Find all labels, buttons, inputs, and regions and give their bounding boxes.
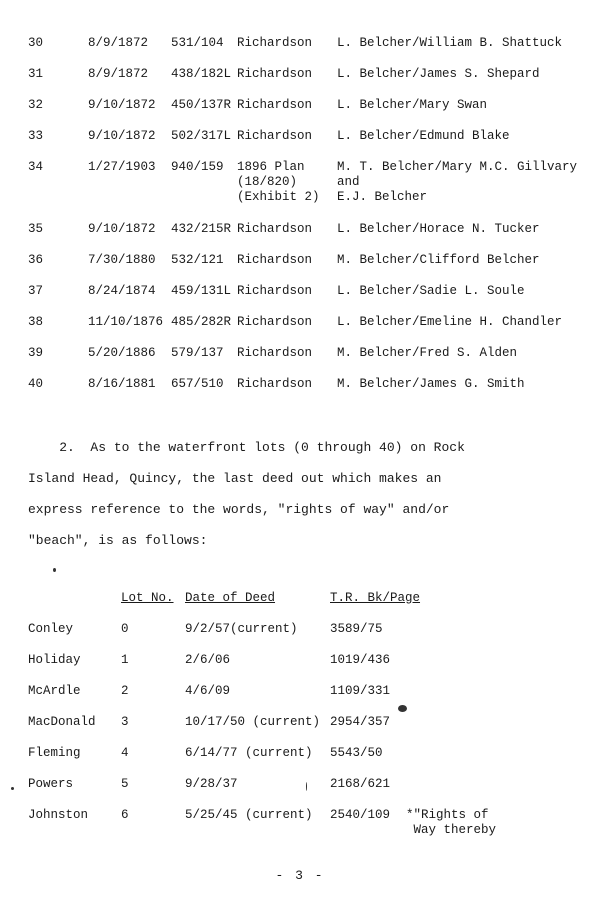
deed-date: 9/28/37 bbox=[185, 777, 238, 791]
plan-cell bbox=[237, 315, 312, 330]
header-book-page: T.R. Bk/Page bbox=[330, 591, 421, 605]
plan-line: (Exhibit 2) bbox=[237, 190, 320, 204]
book-page-ref: 579/137 bbox=[171, 346, 224, 360]
owner-name: MacDonald bbox=[28, 715, 96, 729]
deed-date: 5/20/1886 bbox=[88, 346, 156, 360]
paragraph-line: Island Head, Quincy, the last deed out which makes an bbox=[28, 471, 442, 486]
book-page-ref: 531/104 bbox=[171, 36, 224, 50]
deed-row bbox=[0, 253, 600, 269]
lot-number: 33 bbox=[28, 129, 44, 143]
deed-date: 1/27/1903 bbox=[88, 160, 156, 174]
plan-line: Richardson bbox=[237, 315, 313, 329]
parties-line: L. Belcher/William B. Shattuck bbox=[337, 36, 563, 50]
plan-line: Richardson bbox=[237, 284, 313, 298]
book-page-ref: 657/510 bbox=[171, 377, 224, 391]
owner-name: McArdle bbox=[28, 684, 81, 698]
deed-date: 6/14/77 (current) bbox=[185, 746, 313, 760]
page-number: - 3 - bbox=[275, 868, 325, 883]
parties-line: M. Belcher/James G. Smith bbox=[337, 377, 525, 391]
lot-number: 32 bbox=[28, 98, 44, 112]
lot-row bbox=[0, 653, 600, 669]
plan-line: Richardson bbox=[237, 253, 313, 267]
deed-date: 2/6/06 bbox=[185, 653, 231, 667]
parties-line: L. Belcher/Horace N. Tucker bbox=[337, 222, 540, 236]
lot-number: 36 bbox=[28, 253, 44, 267]
deed-row bbox=[0, 284, 600, 300]
parties-line: M. T. Belcher/Mary M.C. Gillvary bbox=[337, 160, 578, 174]
deed-date: 10/17/50 (current) bbox=[185, 715, 321, 729]
paragraph-line: 2. As to the waterfront lots (0 through 40) on Rock bbox=[28, 440, 465, 455]
lot-number: 40 bbox=[28, 377, 44, 391]
parties-cell bbox=[337, 253, 540, 268]
book-page-ref: 485/282R bbox=[171, 315, 232, 329]
plan-line: 1896 Plan bbox=[237, 160, 305, 174]
plan-cell bbox=[237, 253, 312, 268]
deed-row bbox=[0, 160, 600, 204]
parties-line: L. Belcher/Edmund Blake bbox=[337, 129, 510, 143]
parties-line: M. Belcher/Clifford Belcher bbox=[337, 253, 540, 267]
parties-line: L. Belcher/James S. Shepard bbox=[337, 67, 540, 81]
plan-cell bbox=[237, 129, 312, 144]
book-page-ref: 940/159 bbox=[171, 160, 224, 174]
note-cell bbox=[406, 808, 496, 838]
deed-date: 8/9/1872 bbox=[88, 36, 149, 50]
paragraph-2 bbox=[28, 432, 588, 556]
paragraph-line: express reference to the words, "rights of way" and/or bbox=[28, 502, 450, 517]
parties-cell bbox=[337, 98, 487, 113]
plan-line: Richardson bbox=[237, 377, 313, 391]
lot-row bbox=[0, 808, 600, 837]
lot-number: 2 bbox=[121, 684, 129, 698]
book-page-ref: 438/182L bbox=[171, 67, 232, 81]
book-page: 2954/357 bbox=[330, 715, 391, 729]
plan-line: Richardson bbox=[237, 346, 313, 360]
book-page-ref: 532/121 bbox=[171, 253, 224, 267]
book-page: 1019/436 bbox=[330, 653, 391, 667]
parties-cell bbox=[337, 160, 577, 205]
deed-date: 9/10/1872 bbox=[88, 98, 156, 112]
owner-name: Holiday bbox=[28, 653, 81, 667]
parties-line: E.J. Belcher bbox=[337, 190, 428, 204]
book-page: 1109/331 bbox=[330, 684, 391, 698]
parties-cell bbox=[337, 129, 510, 144]
lot-number: 1 bbox=[121, 653, 129, 667]
plan-line: Richardson bbox=[237, 129, 313, 143]
lot-number: 38 bbox=[28, 315, 44, 329]
note-line: *"Rights of bbox=[406, 808, 489, 822]
lot-row bbox=[0, 746, 600, 762]
lot-number: 37 bbox=[28, 284, 44, 298]
lot-number: 39 bbox=[28, 346, 44, 360]
parties-cell bbox=[337, 67, 540, 82]
lot-number: 4 bbox=[121, 746, 129, 760]
book-page-ref: 459/131L bbox=[171, 284, 232, 298]
book-page: 3589/75 bbox=[330, 622, 383, 636]
lot-row bbox=[0, 777, 600, 793]
deed-row bbox=[0, 129, 600, 145]
header-lot-no: Lot No. bbox=[121, 591, 174, 605]
plan-cell bbox=[237, 346, 312, 361]
paragraph-line: "beach", is as follows: bbox=[28, 533, 208, 548]
lot-number: 3 bbox=[121, 715, 129, 729]
deed-date: 7/30/1880 bbox=[88, 253, 156, 267]
lot-number: 31 bbox=[28, 67, 44, 81]
book-page: 2540/109 bbox=[330, 808, 391, 822]
parties-line: L. Belcher/Sadie L. Soule bbox=[337, 284, 525, 298]
parties-cell bbox=[337, 377, 525, 392]
owner-name: Fleming bbox=[28, 746, 81, 760]
deed-row bbox=[0, 222, 600, 238]
lot-number: 35 bbox=[28, 222, 44, 236]
deed-row bbox=[0, 315, 600, 331]
plan-line: (18/820) bbox=[237, 175, 298, 189]
lot-number: 6 bbox=[121, 808, 129, 822]
plan-cell bbox=[237, 284, 312, 299]
book-page: 5543/50 bbox=[330, 746, 383, 760]
parties-cell bbox=[337, 346, 517, 361]
deed-date: 5/25/45 (current) bbox=[185, 808, 313, 822]
lot-row bbox=[0, 684, 600, 700]
lot-number: 5 bbox=[121, 777, 129, 791]
deed-row bbox=[0, 346, 600, 362]
scan-speck bbox=[11, 787, 14, 790]
deed-date: 9/10/1872 bbox=[88, 222, 156, 236]
plan-cell bbox=[237, 222, 312, 237]
deed-date: 8/24/1874 bbox=[88, 284, 156, 298]
deed-date: 9/2/57(current) bbox=[185, 622, 298, 636]
book-page-ref: 502/317L bbox=[171, 129, 232, 143]
parties-line: and bbox=[337, 175, 360, 189]
deed-date: 11/10/1876 bbox=[88, 315, 164, 329]
note-line: Way thereby bbox=[406, 823, 497, 837]
scan-speck bbox=[53, 568, 56, 572]
book-page-ref: 432/215R bbox=[171, 222, 232, 236]
plan-cell bbox=[237, 98, 312, 113]
deed-date: 8/16/1881 bbox=[88, 377, 156, 391]
parties-line: L. Belcher/Emeline H. Chandler bbox=[337, 315, 563, 329]
parties-line: L. Belcher/Mary Swan bbox=[337, 98, 488, 112]
plan-cell bbox=[237, 160, 320, 205]
plan-cell bbox=[237, 36, 312, 51]
lot-row bbox=[0, 622, 600, 638]
lot-number: 34 bbox=[28, 160, 44, 174]
plan-line: Richardson bbox=[237, 98, 313, 112]
lot-number: 30 bbox=[28, 36, 44, 50]
scan-speck bbox=[398, 705, 407, 712]
lot-number: 0 bbox=[121, 622, 129, 636]
parties-cell bbox=[337, 36, 562, 51]
owner-name: Johnston bbox=[28, 808, 89, 822]
plan-cell bbox=[237, 67, 312, 82]
deed-date: 9/10/1872 bbox=[88, 129, 156, 143]
owner-name: Conley bbox=[28, 622, 74, 636]
book-page: 2168/621 bbox=[330, 777, 391, 791]
plan-line: Richardson bbox=[237, 36, 313, 50]
plan-cell bbox=[237, 377, 312, 392]
deed-row bbox=[0, 377, 600, 393]
parties-cell bbox=[337, 315, 562, 330]
deed-row bbox=[0, 67, 600, 83]
deed-date: 8/9/1872 bbox=[88, 67, 149, 81]
owner-name: Powers bbox=[28, 777, 74, 791]
parties-line: M. Belcher/Fred S. Alden bbox=[337, 346, 518, 360]
scan-speck bbox=[306, 782, 307, 791]
book-page-ref: 450/137R bbox=[171, 98, 232, 112]
deed-row bbox=[0, 36, 600, 52]
lot-row bbox=[0, 715, 600, 731]
parties-cell bbox=[337, 284, 525, 299]
header-date-of-deed: Date of Deed bbox=[185, 591, 276, 605]
plan-line: Richardson bbox=[237, 67, 313, 81]
deed-date: 4/6/09 bbox=[185, 684, 231, 698]
plan-line: Richardson bbox=[237, 222, 313, 236]
parties-cell bbox=[337, 222, 540, 237]
deed-row bbox=[0, 98, 600, 114]
